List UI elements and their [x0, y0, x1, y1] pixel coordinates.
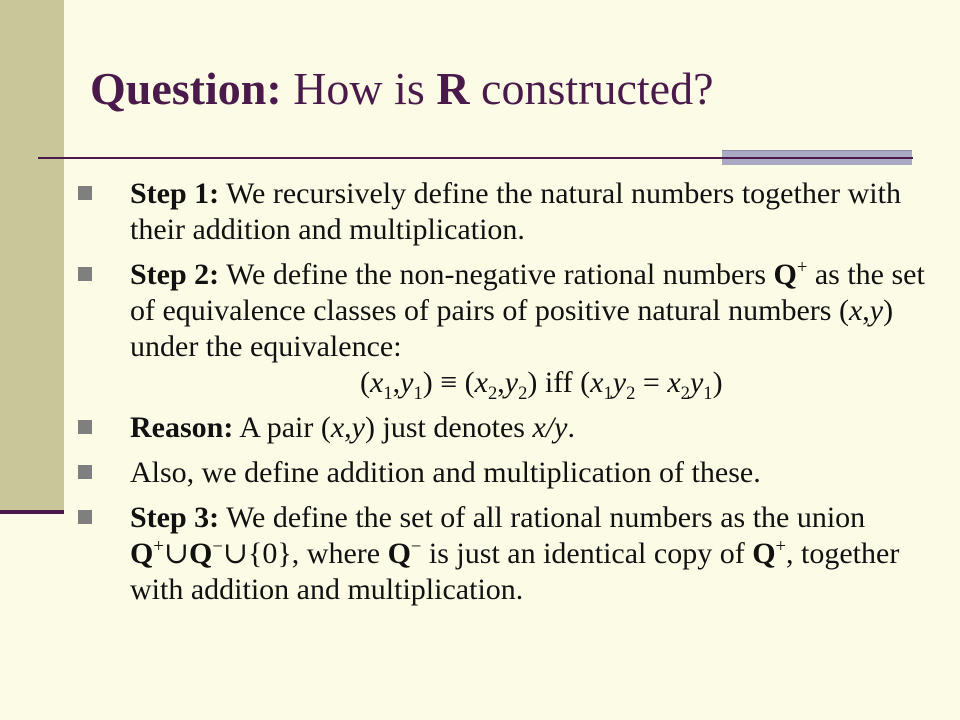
- slide-title: Question: How is R constructed?: [90, 63, 714, 114]
- bullet-step-2: Step 2: We define the non-negative rational numbers Q+ as the set of equivalence classes of pairs of positive natural numbers (x,y) under the equivalence: $(x_1,y_1) \equiv (x_2,y_2)$ iff $(x_1y_2 = x_2y_1)$: [78, 257, 938, 401]
- left-accent-rule: [0, 510, 64, 514]
- bullet-square-icon: [78, 186, 92, 200]
- bullet-square-icon: [78, 465, 92, 479]
- bullet-also: Also, we define addition and multiplication of these.: [78, 455, 938, 491]
- bullet-square-icon: [78, 510, 92, 524]
- equivalence-equation: $(x_1,y_1) \equiv (x_2,y_2)$ iff $(x_1y_2 = x_2y_1)$: [360, 366, 723, 404]
- left-accent-bar: [0, 0, 64, 510]
- bullet-square-icon: [78, 420, 92, 434]
- bullet-step-3: Step 3: We define the set of all rational numbers as the union Q+∪Q−∪{0}, where Q− is just an identical copy of Q+, together with addition and multiplication.: [78, 500, 938, 608]
- bullet-step-1: Step 1: We recursively define the natural numbers together with their addition and multiplication.: [78, 176, 938, 248]
- bullet-list: [78, 176, 938, 617]
- title-underline: [38, 157, 913, 159]
- bullet-reason: Reason: A pair (x,y) just denotes x/y.: [78, 410, 938, 446]
- bullet-square-icon: [78, 267, 92, 281]
